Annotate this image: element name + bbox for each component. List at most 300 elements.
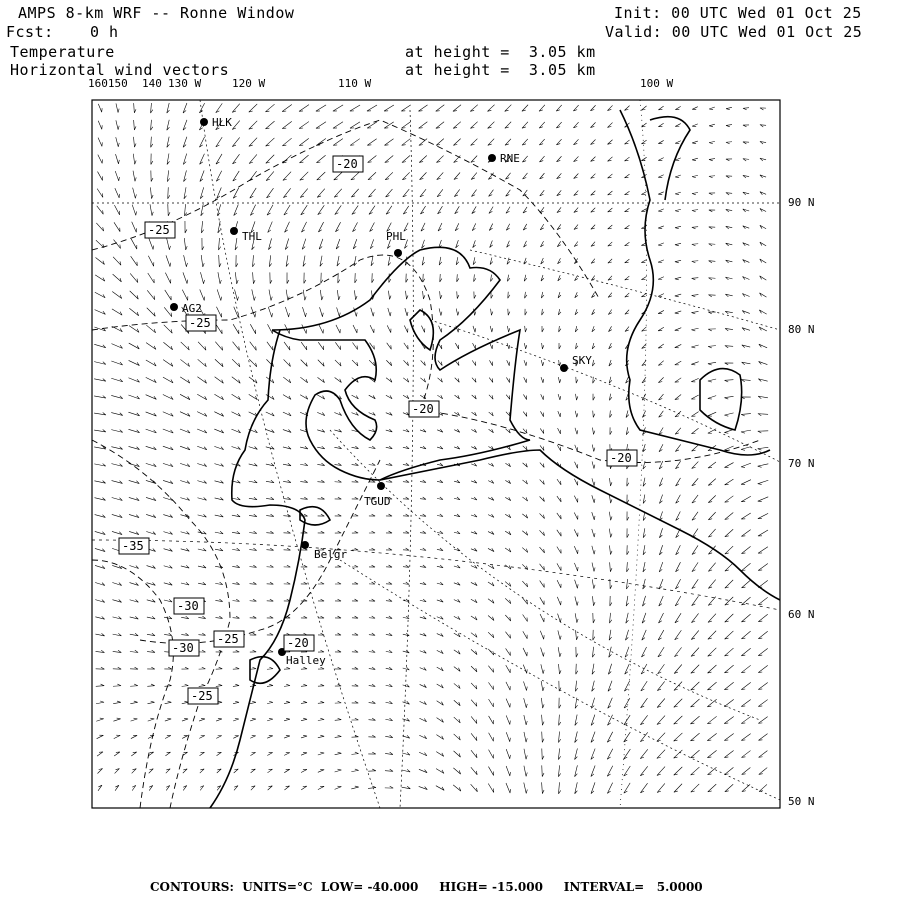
wind-vector [335,684,341,686]
wind-vector [180,498,189,501]
wind-vector [675,311,681,314]
wind-vector [335,514,342,516]
wind-vector [759,768,767,775]
wind-vector [386,548,392,550]
wind-vector [385,718,392,721]
wind-vector [742,328,750,331]
wind-vector [437,172,444,179]
wind-vector [491,275,493,282]
wind-vector [758,648,767,655]
wind-vector [691,395,698,399]
wind-vector [542,765,544,776]
wind-vector [709,210,715,212]
wind-vector [625,310,629,315]
wind-vector [113,616,122,619]
wind-vector [250,650,256,652]
wind-vector [559,715,561,726]
wind-vector [321,273,323,283]
wind-vector [286,255,288,266]
wind-vector [335,497,342,499]
wind-vector [151,103,153,113]
wind-vector [437,531,443,533]
wind-vector [249,359,256,366]
wind-vector [558,428,561,434]
wind-vector [557,479,561,485]
wind-vector [525,292,527,298]
wind-vector [301,565,307,567]
wind-vector [266,548,273,550]
wind-vector [524,241,527,247]
wind-vector [167,103,170,113]
wind-vector [283,514,290,516]
wind-vector [674,716,683,724]
wind-vector [233,650,239,652]
wind-vector [642,630,646,640]
wind-vector [403,548,409,550]
wind-vector [760,141,766,144]
wind-vector [184,187,187,199]
wind-vector [352,599,358,601]
wind-vector [507,241,510,248]
wind-vector [741,665,750,672]
wind-vector [282,104,292,111]
wind-vector [249,138,257,147]
wind-vector [674,750,683,758]
wind-vector [388,308,391,316]
wind-vector [488,122,495,129]
wind-vector [350,105,360,111]
wind-vector [249,463,258,466]
wind-vector [318,684,324,686]
wind-vector [576,630,579,640]
wind-vector [146,377,157,382]
wind-vector [181,582,189,585]
wind-vector [130,701,137,704]
wind-vector [488,531,494,534]
wind-vector [741,734,750,741]
wind-vector [335,667,341,669]
wind-vector [266,155,274,164]
wind-vector [165,273,170,284]
wind-vector [285,222,290,233]
wind-vector [128,429,139,432]
wind-vector [183,154,186,165]
wind-vector [741,513,750,519]
wind-vector [743,192,749,195]
wind-vector [148,273,154,283]
wind-vector [643,579,646,589]
wind-vector [112,600,121,603]
wind-vector [607,749,613,759]
wind-vector [491,292,493,299]
wind-vector [627,495,629,504]
wind-vector [300,189,308,198]
wind-vector [540,190,544,196]
wind-vector [403,582,409,584]
wind-vector [317,463,324,465]
wind-vector [163,446,173,450]
wind-vector [184,238,187,250]
wind-vector [609,545,612,554]
wind-vector [318,531,325,533]
wind-vector [692,261,698,263]
wind-vector [180,429,190,433]
wind-vector [352,497,358,499]
wind-vector [182,667,189,669]
wind-vector [454,480,460,483]
wind-vector [627,512,629,521]
wind-vector [269,290,272,301]
wind-vector [128,412,139,416]
wind-vector [384,105,394,111]
wind-vector [674,699,682,707]
lon-label: 110 W [338,77,372,90]
wind-vector [419,156,427,163]
wind-vector [437,667,444,671]
wind-vector [284,735,290,738]
wind-vector [454,717,460,723]
wind-vector [129,343,139,349]
wind-vector [147,582,156,585]
wind-vector [592,512,595,520]
wind-vector [505,463,510,467]
wind-vector [300,480,307,482]
wind-vector [267,565,274,567]
wind-vector [231,429,240,433]
wind-vector [386,599,392,601]
wind-vector [454,700,460,706]
wind-vector [403,446,409,449]
wind-vector [149,785,153,790]
wind-vector [372,273,374,282]
wind-vector [385,172,393,179]
wind-vector [386,616,392,618]
wind-vector [318,735,324,738]
wind-vector [369,633,375,635]
wind-vector [320,290,323,300]
wind-vector [267,616,273,618]
wind-vector [523,665,527,674]
wind-vector [201,255,204,267]
wind-vector [284,701,290,703]
wind-vector [163,342,172,350]
wind-vector [132,205,136,216]
wind-vector [215,514,223,517]
wind-vector [420,701,427,704]
wind-vector [147,566,156,569]
wind-vector [250,205,255,216]
wind-vector [608,326,611,331]
wind-vector [318,667,324,669]
wind-vector [505,173,510,179]
wind-vector [436,156,443,163]
wind-vector [95,582,105,585]
wind-vector [439,257,442,265]
wind-vector [436,139,444,146]
wind-vector [522,581,527,587]
wind-vector [165,290,171,300]
wind-vector [593,630,595,640]
wind-vector [419,122,428,128]
wind-vector [250,667,256,669]
wind-vector [592,428,594,435]
wind-vector [575,326,578,332]
wind-vector [335,769,342,772]
wind-vector [250,582,257,584]
wind-vector [658,294,664,297]
wind-vector [318,222,323,232]
wind-vector [317,412,325,415]
wind-vector [338,273,340,283]
wind-vector [233,342,240,351]
wind-vector [523,648,527,656]
wind-vector [505,531,511,535]
wind-vector [404,325,408,332]
wind-vector [163,377,173,383]
wind-vector [403,189,409,197]
wind-vector [320,307,324,317]
wind-vector [608,191,613,195]
wind-vector [351,172,359,180]
wind-vector [335,633,341,635]
wind-vector [675,209,681,211]
wind-vector [218,221,221,233]
wind-vector [181,548,190,551]
wind-vector [454,497,460,500]
wind-vector [149,239,154,250]
wind-vector [96,684,104,686]
fcst-label: Fcst: [6,23,54,41]
wind-vector [658,260,664,263]
wind-vector [131,256,138,266]
wind-vector [741,430,751,433]
wind-vector [163,463,173,466]
wind-vector [216,718,222,721]
wind-vector [318,360,324,366]
lon-label: 130 W [168,77,202,90]
wind-vector [760,242,766,246]
wind-vector [708,329,716,331]
wind-vector [575,428,578,434]
wind-vector [386,667,393,670]
wind-vector [96,650,105,652]
wind-vector [573,122,578,128]
wind-vector [725,546,733,554]
wind-vector [168,204,170,216]
wind-vector [625,327,629,332]
wind-vector [114,205,119,215]
wind-vector [283,429,291,432]
wind-vector [336,325,340,333]
wind-vector [726,209,732,211]
wind-vector [352,565,358,567]
wind-vector [95,548,105,551]
wind-vector [97,768,102,773]
station-label-hlk: HLK [212,116,232,129]
wind-vector [403,480,409,482]
wind-vector [163,480,173,483]
wind-vector [541,360,543,366]
wind-vector [641,276,646,279]
wind-vector [742,294,749,297]
wind-vector [540,631,544,639]
wind-vector [708,580,715,589]
wind-vector [541,698,544,708]
wind-vector [575,411,578,417]
wind-vector [151,120,153,130]
wind-vector [202,238,204,250]
station-label-phl: PHL [386,230,406,243]
wind-vector [540,241,543,247]
wind-vector [386,531,392,533]
wind-vector [301,360,308,367]
wind-vector [692,545,698,554]
wind-vector [591,715,595,726]
wind-vector [692,158,698,161]
wind-vector [675,260,681,263]
wind-vector [437,429,443,432]
wind-vector [758,631,767,638]
wind-vector [335,701,341,703]
wind-vector [708,631,716,640]
wind-vector [691,328,698,331]
wind-vector [542,732,544,743]
wind-vector [180,481,190,484]
wind-vector [182,684,189,686]
wind-vector [165,701,172,704]
wind-vector [725,294,732,297]
wind-vector [215,531,223,534]
wind-vector [437,633,443,636]
wind-vector [369,582,375,584]
wind-vector [625,225,630,228]
wind-vector [541,258,544,264]
wind-vector [454,751,461,757]
wind-vector [129,308,138,315]
wind-vector [658,243,664,246]
wind-vector [301,786,307,790]
wind-vector [215,599,222,601]
wind-vector [760,175,766,178]
wind-vector [524,698,528,708]
wind-vector [182,735,188,738]
wind-vector [726,142,732,144]
wind-vector [113,684,121,686]
wind-vector [128,395,139,399]
wind-vector [355,273,357,283]
wind-vector [573,105,578,111]
wind-vector [199,684,206,686]
wind-vector [96,718,103,721]
wind-vector [506,377,509,382]
wind-vector [525,326,527,332]
wind-vector [301,667,307,669]
wind-vector [540,496,545,501]
wind-vector [129,497,139,500]
wind-vector [658,613,663,623]
wind-vector [112,514,122,517]
wind-vector [146,531,155,534]
wind-vector [725,380,734,382]
wind-vector [558,748,560,759]
wind-vector [471,446,476,449]
wind-vector [402,786,411,789]
wind-vector [352,633,358,635]
wind-vector [182,718,188,721]
wind-vector [542,782,544,793]
wind-vector [216,103,222,112]
wind-vector [624,698,630,708]
wind-vector [659,545,662,555]
wind-vector [574,208,578,213]
wind-vector [368,752,375,754]
wind-vector [471,531,477,534]
wind-vector [692,244,698,246]
wind-vector [522,548,528,553]
wind-vector [505,497,511,500]
wind-vector [283,188,290,197]
wind-vector [758,379,767,382]
wind-vector [147,667,155,669]
wind-vector [385,786,393,788]
wind-vector [760,293,767,297]
wind-vector [231,412,240,417]
wind-vector [608,242,612,246]
wind-vector [352,718,359,720]
peninsula-coast [380,450,780,600]
station-marker-hlk [200,118,208,126]
wind-vector [165,752,170,756]
wind-vector [523,412,527,417]
wind-vector [658,310,664,313]
wind-vector [164,667,171,669]
wind-vector [609,512,612,520]
wind-vector [266,138,275,146]
wind-vector [95,565,105,568]
wind-vector [236,255,238,267]
wind-vector [559,664,562,674]
wind-vector [318,769,324,772]
wind-vector [454,446,460,449]
wind-vector [759,784,767,791]
wind-vector [454,650,460,654]
wind-vector [542,749,544,760]
wind-vector [385,156,393,163]
wind-vector [180,446,190,450]
wind-vector [758,530,768,536]
wind-vector [146,412,157,416]
wind-vector [335,786,342,789]
wind-vector [217,289,221,300]
wind-vector [607,783,612,794]
wind-vector [488,599,494,603]
contour-label: -20 [287,636,309,650]
wind-vector [455,223,459,231]
wind-vector [726,107,732,109]
wind-vector [471,173,477,180]
wind-vector [490,343,493,349]
wind-vector [215,582,222,584]
wind-vector [574,512,578,519]
wind-vector [592,664,595,675]
wind-vector [540,411,543,416]
wind-vector [112,531,122,534]
station-label-halley: Halley [286,654,326,667]
wind-vector [558,309,561,315]
wind-vector [625,276,630,280]
wind-vector [473,326,476,332]
wind-vector [624,732,631,742]
